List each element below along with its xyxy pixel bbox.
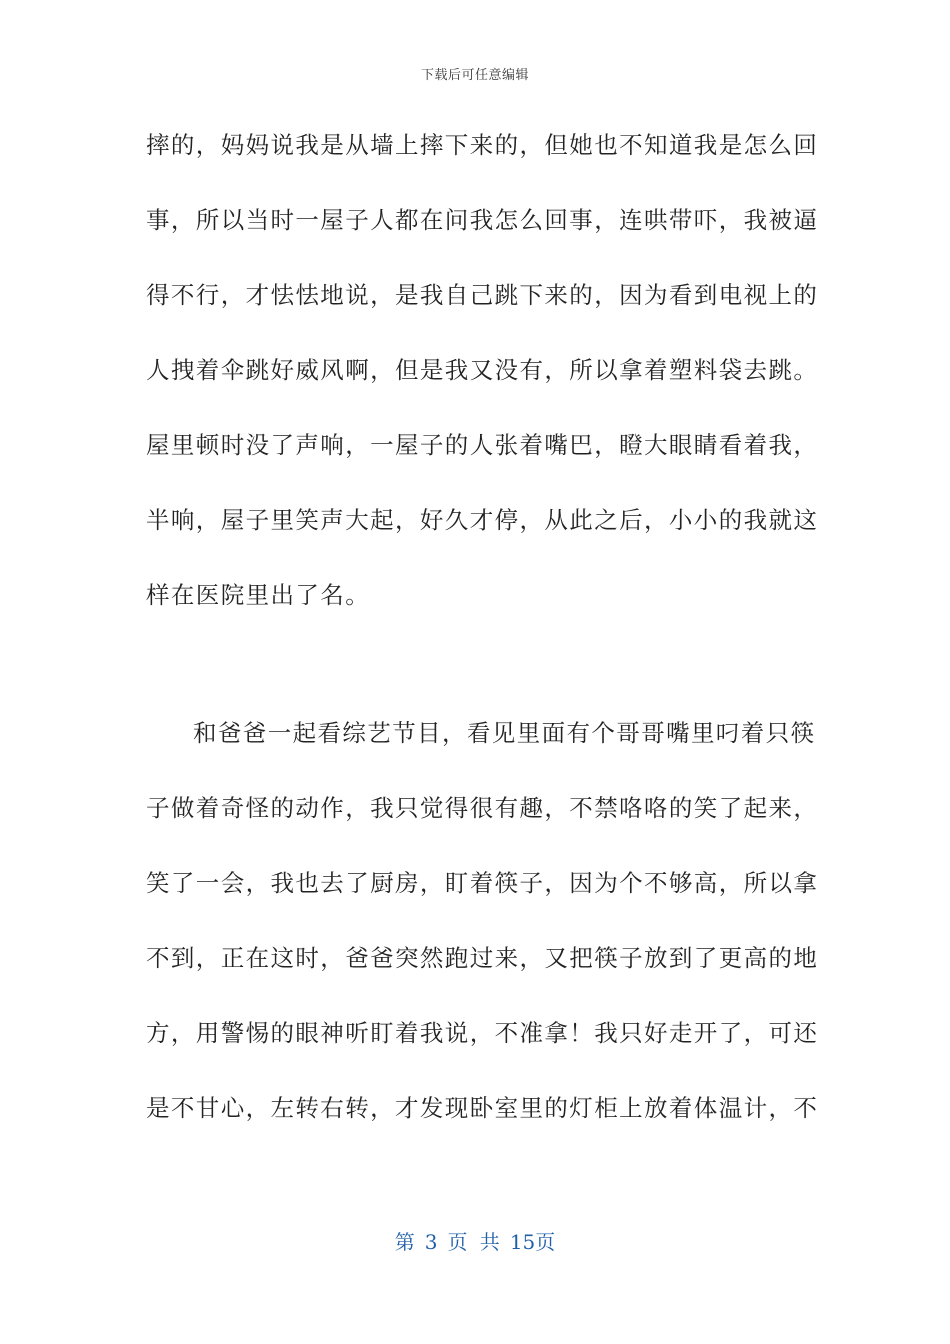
text-line: 是不甘心，左转右转，才发现卧室里的灯柜上放着体温计，不 <box>146 1094 819 1122</box>
text-line: 得不行，才怯怯地说，是我自己跳下来的，因为看到电视上的 <box>146 281 819 309</box>
text-line: 笑了一会，我也去了厨房，盯着筷子，因为个不够高，所以拿 <box>146 869 819 897</box>
document-body <box>146 124 819 1162</box>
text-line: 摔的，妈妈说我是从墙上摔下来的，但她也不知道我是怎么回 <box>146 131 819 159</box>
page-label: 第 <box>394 1230 415 1254</box>
text-line: 方，用警惕的眼神听盯着我说，不准拿！我只好走开了，可还 <box>146 1019 819 1047</box>
text-line: 事，所以当时一屋子人都在问我怎么回事，连哄带吓，我被逼 <box>146 206 819 234</box>
page-footer <box>0 1226 950 1255</box>
text-line: 屋里顿时没了声响，一屋子的人张着嘴巴，瞪大眼睛看着我， <box>146 431 819 459</box>
page-header: 下载后可任意编辑 <box>420 68 529 83</box>
paragraph-gap <box>146 649 806 712</box>
text-line: 样在医院里出了名。 <box>146 581 371 609</box>
text-line: 半响，屋子里笑声大起，好久才停，从此之后，小小的我就这 <box>146 506 819 534</box>
paragraph <box>146 124 819 649</box>
paragraph <box>146 712 819 1162</box>
text-line: 子做着奇怪的动作，我只觉得很有趣，不禁咯咯的笑了起来， <box>146 794 819 822</box>
current-page-number: 3 <box>424 1230 438 1254</box>
text-line: 和爸爸一起看综艺节目，看见里面有个哥哥嘴里叼着只筷 <box>193 719 816 747</box>
page-of-label: 页 共 <box>447 1230 500 1254</box>
text-line: 不到，正在这时，爸爸突然跑过来，又把筷子放到了更高的地 <box>146 944 819 972</box>
text-line: 人拽着伞跳好威风啊，但是我又没有，所以拿着塑料袋去跳。 <box>146 356 819 384</box>
total-pages: 15页 <box>509 1230 556 1254</box>
